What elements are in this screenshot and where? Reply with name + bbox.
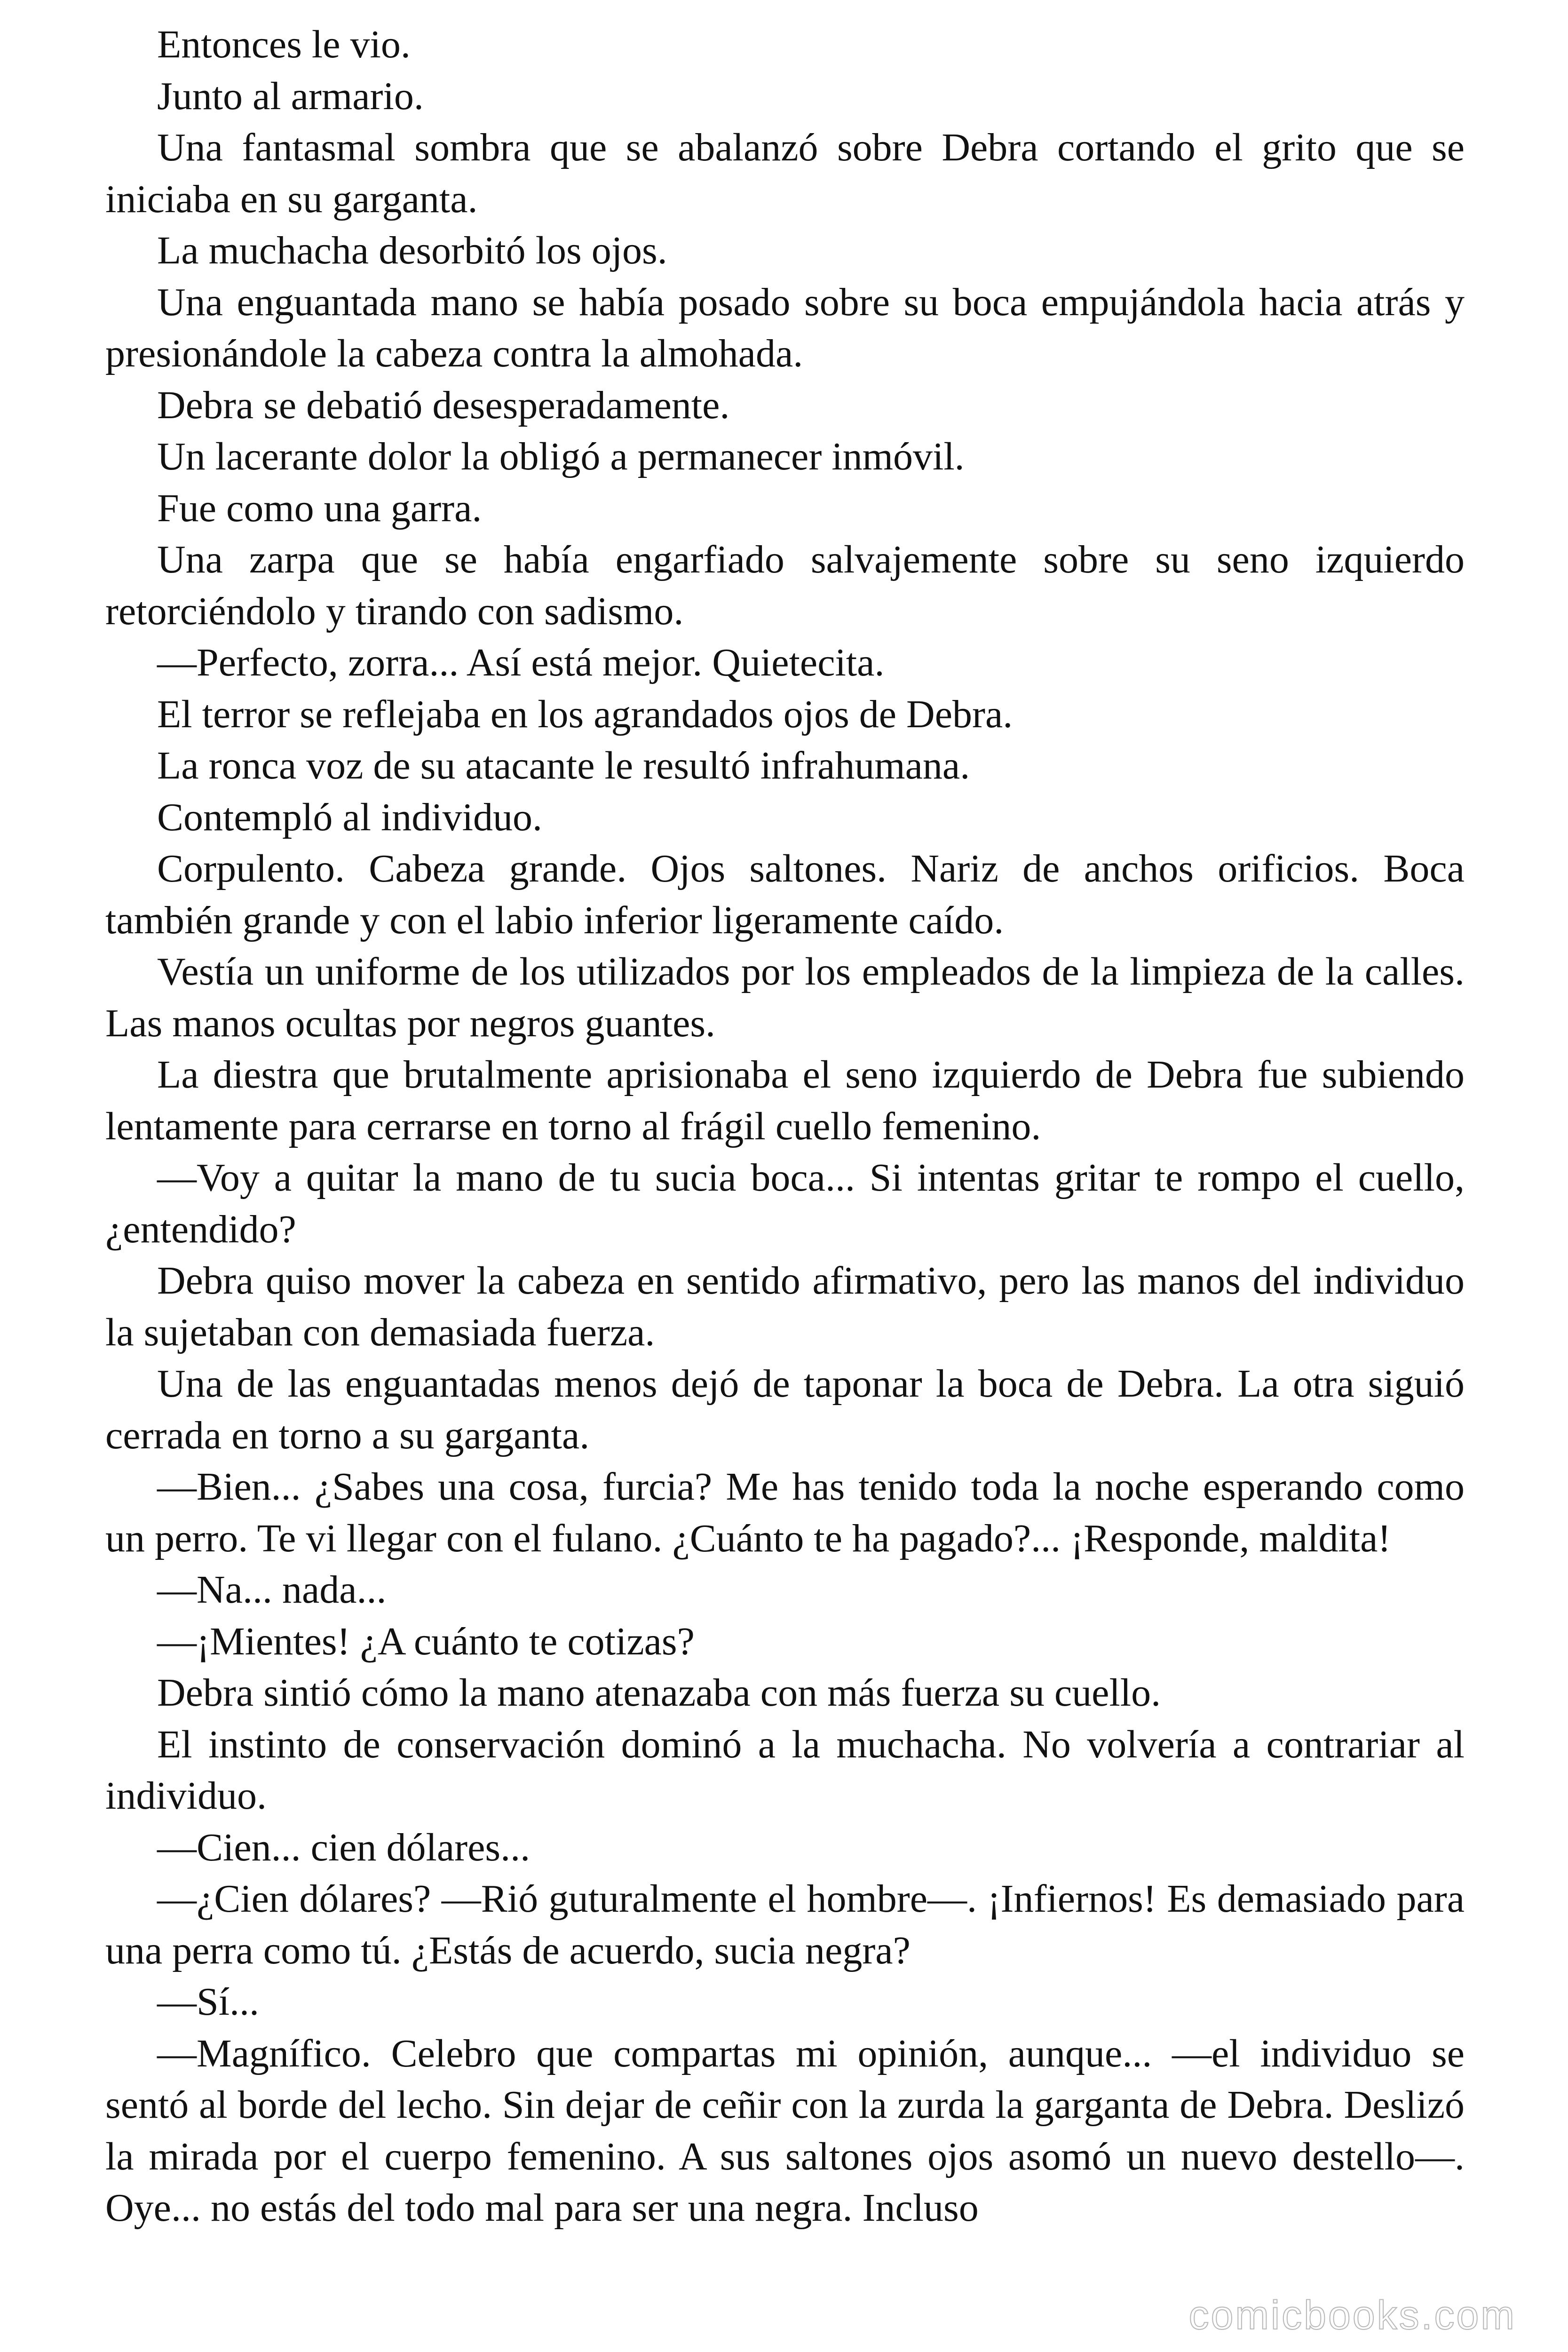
paragraph: —Perfecto, zorra... Así está mejor. Quietecita. (157, 641, 885, 684)
paragraph: La muchacha desorbitó los ojos. (157, 229, 667, 272)
paragraph: Debra quiso mover la cabeza en sentido afirmativo, pero las manos del individuo la sujetaban con demasiada fuerza. (105, 1259, 1465, 1354)
paragraph: Un lacerante dolor la obligó a permanecer inmóvil. (157, 435, 965, 478)
page-text (105, 19, 1465, 2234)
paragraph: Junto al armario. (157, 74, 424, 118)
paragraph: Corpulento. Cabeza grande. Ojos saltones. Nariz de anchos orificios. Boca también grande y con el labio inferior ligeramente caído. (105, 847, 1465, 942)
paragraph: —Magnífico. Celebro que compartas mi opinión, aunque... —el individuo se sentó al borde del lecho. Sin dejar de ceñir con la zurda la garganta de Debra. Deslizó la mirada por el cuerpo femenino. A sus saltones ojos asomó un nuevo destello—. Oye... no estás del todo mal para ser una negra. Incluso (105, 2031, 1465, 2230)
paragraph: Fue como una garra. (157, 486, 482, 530)
paragraph: —Bien... ¿Sabes una cosa, furcia? Me has tenido toda la noche esperando como un perro. Te vi llegar con el fulano. ¿Cuánto te ha pagado?... ¡Responde, maldita! (105, 1465, 1465, 1560)
paragraph: La ronca voz de su atacante le resultó infrahumana. (157, 744, 970, 787)
paragraph: Una de las enguantadas menos dejó de taponar la boca de Debra. La otra siguió cerrada en torno a su garganta. (105, 1362, 1465, 1457)
paragraph: —Cien... cien dólares... (157, 1825, 531, 1869)
paragraph: Una enguantada mano se había posado sobre su boca empujándola hacia atrás y presionándole la cabeza contra la almohada. (105, 280, 1465, 375)
paragraph: Debra sintió cómo la mano atenazaba con más fuerza su cuello. (157, 1671, 1161, 1715)
paragraph: —¡Mientes! ¿A cuánto te cotizas? (157, 1619, 695, 1663)
watermark: comicbooks.com (1188, 2293, 1516, 2338)
paragraph: El instinto de conservación dominó a la muchacha. No volvería a contrariar al individuo. (105, 1722, 1465, 1818)
paragraph: Una zarpa que se había engarfiado salvajemente sobre su seno izquierdo retorciéndolo y tirando con sadismo. (105, 538, 1465, 633)
paragraph: Entonces le vio. (157, 23, 411, 66)
paragraph: —Voy a quitar la mano de tu sucia boca... Si intentas gritar te rompo el cuello, ¿entendido? (105, 1156, 1465, 1251)
paragraph: La diestra que brutalmente aprisionaba el seno izquierdo de Debra fue subiendo lentamente para cerrarse en torno al frágil cuello femenino. (105, 1053, 1465, 1148)
paragraph: Contempló al individuo. (157, 795, 542, 839)
paragraph: —Sí... (157, 1980, 260, 2024)
paragraph: Una fantasmal sombra que se abalanzó sobre Debra cortando el grito que se iniciaba en su garganta. (105, 126, 1465, 221)
paragraph: —Na... nada... (157, 1568, 387, 1612)
paragraph: Debra se debatió desesperadamente. (157, 383, 730, 427)
paragraph: Vestía un uniforme de los utilizados por los empleados de la limpieza de la calles. Las manos ocultas por negros guantes. (105, 950, 1465, 1045)
paragraph: El terror se reflejaba en los agrandados ojos de Debra. (157, 692, 1013, 736)
paragraph: —¿Cien dólares? —Rió guturalmente el hombre—. ¡Infiernos! Es demasiado para una perra como tú. ¿Estás de acuerdo, sucia negra? (105, 1877, 1465, 1972)
